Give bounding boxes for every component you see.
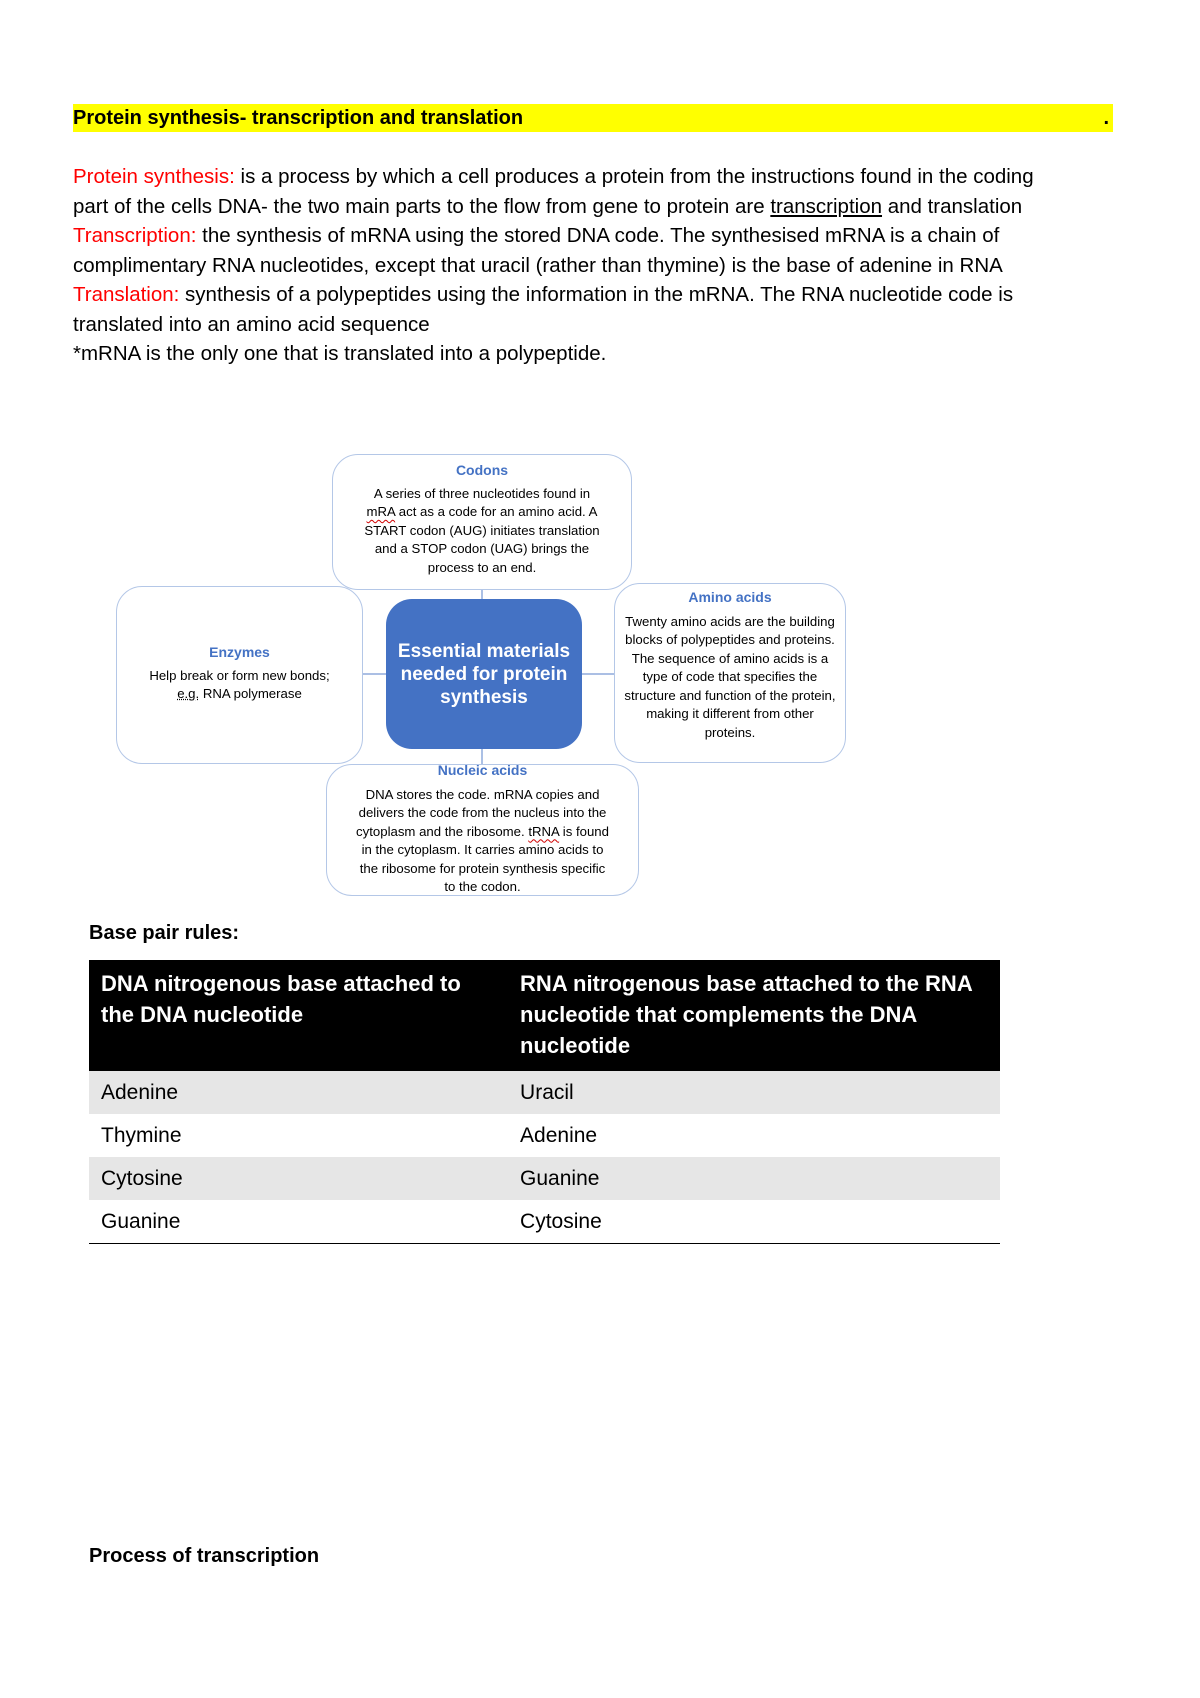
codons-line-5: process to an end. <box>427 559 537 575</box>
term-protein-synthesis: Protein synthesis: <box>73 165 235 188</box>
amino-acids-box <box>614 583 846 763</box>
table-row <box>89 1157 1000 1200</box>
table-row <box>89 1200 1000 1244</box>
amino-acids-heading: Amino acids <box>688 589 772 605</box>
header-rna: RNA nitrogenous base attached to the RNA nucleotide that complements the DNA nucleotide <box>508 960 1000 1071</box>
rna-base-cell: Guanine <box>508 1157 1000 1200</box>
def-transcription-text: the synthesis of mRNA using the stored DNA code. The synthesised mRNA is a chain of complimentary RNA nucleotides, except that uracil (rather than thymine) is the base of adenine in RNA <box>73 224 1003 277</box>
nucleic-line-3 <box>327 823 638 842</box>
rna-base-cell: Adenine <box>520 1123 598 1147</box>
codons-mra: mRA <box>366 504 396 519</box>
codons-line-2 <box>333 503 631 522</box>
nucleic-acids-heading: Nucleic acids <box>437 762 528 778</box>
term-transcription: Transcription: <box>73 224 197 247</box>
codons-line-4: and a STOP codon (UAG) brings the <box>374 541 590 556</box>
def-protein-synthesis-text: is a process by which a cell produces a protein from the instructions found in the coding part of the cells DNA- the two main parts to the flow from gene to protein are <box>73 165 1034 218</box>
dna-base-cell: Thymine <box>101 1123 182 1147</box>
enzymes-line-1: Help break or form new bonds; <box>149 667 330 683</box>
dna-base-cell: Adenine <box>89 1071 508 1114</box>
amino-acids-text: Twenty amino acids are the building blocks of polypeptides and proteins. The sequence of amino acids is a type of code that specifies the structure and function of the protein, making it different from other proteins. <box>624 613 836 740</box>
underlined-transcription: transcription <box>770 194 883 218</box>
rna-base-cell: Cytosine <box>508 1200 1000 1244</box>
def-protein-synthesis <box>73 162 1073 221</box>
enzymes-heading: Enzymes <box>209 644 270 660</box>
nucleic-line-1: DNA stores the code. mRNA copies and <box>365 786 600 802</box>
dna-base-cell: Guanine <box>89 1200 508 1244</box>
nucleic-trna: tRNA <box>528 823 560 839</box>
definitions <box>73 162 1073 369</box>
nucleic-line-5: the ribosome for protein synthesis specific <box>359 860 606 876</box>
def-protein-synthesis-text-end: and translation <box>882 194 1023 218</box>
essential-materials-diagram <box>110 452 860 902</box>
process-of-transcription-heading: Process of transcription <box>89 1545 320 1567</box>
def-translation <box>73 280 1073 339</box>
title-highlight <box>73 104 1113 132</box>
nucleic-line-6: to the codon. <box>444 879 521 894</box>
mrna-note: *mRNA is the only one that is translated into a polypeptide. <box>73 342 607 365</box>
nucleic-line-3b: is found <box>559 823 609 839</box>
dna-base-cell: Cytosine <box>89 1157 508 1200</box>
center-essential-materials: Essential materials needed for protein synthesis <box>386 599 582 749</box>
codons-heading: Codons <box>455 462 509 478</box>
def-translation-text: synthesis of a polypeptides using the information in the mRNA. The RNA nucleotide code is translated into an amino acid sequence <box>73 283 1014 336</box>
enzymes-box <box>116 586 363 764</box>
codons-line-1: A series of three nucleotides found in <box>373 485 591 501</box>
enzymes-line-2-rest: RNA polymerase <box>199 686 302 701</box>
nucleic-line-2: delivers the code from the nucleus into the <box>358 805 607 820</box>
codons-line-2-rest: act as a code for an amino acid. A <box>395 504 598 519</box>
term-translation: Translation: <box>73 283 180 306</box>
header-dna: DNA nitrogenous base attached to the DNA nucleotide <box>89 960 508 1071</box>
codons-line-3: START codon (AUG) initiates translation <box>364 522 600 538</box>
title-dot: . <box>1103 107 1109 129</box>
page-title: Protein synthesis- transcription and translation <box>73 107 524 129</box>
def-transcription <box>73 221 1073 280</box>
enzymes-eg: e.g. <box>177 686 200 701</box>
nucleic-line-4: in the cytoplasm. It carries amino acids to <box>361 842 604 857</box>
table-row <box>89 1071 1000 1114</box>
nucleic-line-3a: cytoplasm and the ribosome. <box>356 823 529 839</box>
base-pair-table <box>89 960 1000 1244</box>
enzymes-line-2 <box>117 685 362 704</box>
table-header-row <box>89 960 1000 1071</box>
base-pair-heading: Base pair rules: <box>89 922 240 944</box>
rna-base-cell: Uracil <box>508 1071 1000 1114</box>
codons-box <box>332 454 632 590</box>
nucleic-acids-box <box>326 764 639 896</box>
table-row <box>89 1114 1000 1157</box>
